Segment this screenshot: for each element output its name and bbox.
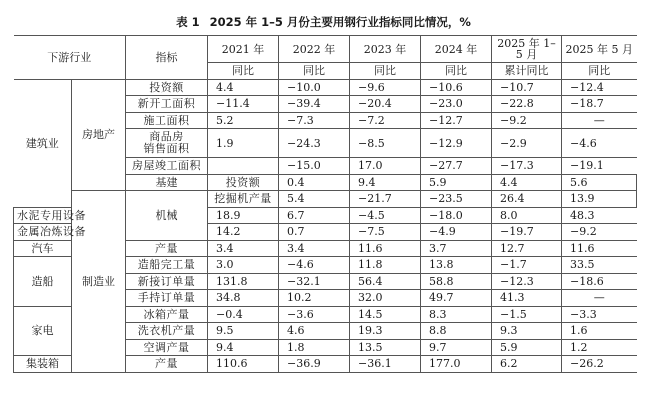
sales-area-line2: 销售面积 — [143, 142, 190, 155]
value-cell: −9.2 — [492, 112, 562, 129]
indicator-cell: 新接订单量 — [126, 273, 208, 290]
indicator-cell: 投资额 — [126, 79, 208, 96]
header-sub: 同比 — [562, 63, 637, 80]
value-cell: −2.9 — [492, 129, 562, 158]
value-cell: −22.8 — [492, 96, 562, 113]
indicator-cell: 冰箱产量 — [126, 306, 208, 323]
value-cell: 48.3 — [562, 207, 637, 224]
value-cell: 6.7 — [279, 207, 350, 224]
value-cell: — — [562, 112, 637, 129]
value-cell: −7.3 — [279, 112, 350, 129]
group-construction: 建筑业 — [14, 79, 72, 207]
header-year-2022: 2022 年 — [279, 36, 350, 63]
value-cell: 5.9 — [492, 339, 562, 356]
header-sub: 同比 — [279, 63, 350, 80]
value-cell: −7.2 — [350, 112, 421, 129]
value-cell: −4.9 — [421, 224, 492, 241]
indicator-cell: 房屋竣工面积 — [126, 158, 208, 175]
value-cell: 34.8 — [208, 290, 279, 307]
value-cell: 1.8 — [279, 339, 350, 356]
value-cell: 41.3 — [492, 290, 562, 307]
value-cell: 110.6 — [208, 356, 279, 373]
value-cell: 11.8 — [350, 257, 421, 274]
value-cell: 33.5 — [562, 257, 637, 274]
value-cell: 5.2 — [208, 112, 279, 129]
value-cell: −1.7 — [492, 257, 562, 274]
value-cell: 58.8 — [421, 273, 492, 290]
value-cell: 8.0 — [492, 207, 562, 224]
value-cell: −0.4 — [208, 306, 279, 323]
group-shipbuilding: 造船 — [14, 257, 72, 307]
value-cell: −10.0 — [279, 79, 350, 96]
header-sub: 同比 — [421, 63, 492, 80]
value-cell: −12.9 — [421, 129, 492, 158]
value-cell: 1.9 — [208, 129, 279, 158]
value-cell: 1.2 — [562, 339, 637, 356]
value-cell: −18.6 — [562, 273, 637, 290]
value-cell: −9.6 — [350, 79, 421, 96]
value-cell: −9.2 — [562, 224, 637, 241]
group-auto: 汽车 — [14, 240, 72, 257]
value-cell: −8.5 — [350, 129, 421, 158]
header-row-1 — [14, 36, 637, 63]
indicator-cell: 产量 — [126, 356, 208, 373]
value-cell: 9.4 — [350, 174, 421, 191]
header-year-2024: 2024 年 — [421, 36, 492, 63]
value-cell — [208, 158, 279, 175]
group-infrastructure: 基建 — [126, 174, 208, 191]
value-cell: −21.7 — [350, 191, 421, 208]
table-title — [0, 15, 647, 29]
value-cell: −26.2 — [562, 356, 637, 373]
value-cell: 17.0 — [350, 158, 421, 175]
value-cell: −36.9 — [279, 356, 350, 373]
value-cell: 5.4 — [279, 191, 350, 208]
value-cell: 5.9 — [421, 174, 492, 191]
value-cell: −4.5 — [350, 207, 421, 224]
value-cell: 8.3 — [421, 306, 492, 323]
indicator-cell: 金属冶炼设备 — [14, 224, 72, 241]
value-cell: −19.1 — [562, 158, 637, 175]
value-cell: 11.6 — [350, 240, 421, 257]
value-cell: −3.6 — [279, 306, 350, 323]
header-year-2023: 2023 年 — [350, 36, 421, 63]
value-cell: 13.8 — [421, 257, 492, 274]
value-cell: 19.3 — [350, 323, 421, 340]
header-indicator: 指标 — [126, 36, 208, 80]
group-container: 集装箱 — [14, 356, 72, 373]
value-cell: −27.7 — [421, 158, 492, 175]
header-2025-may: 2025 年 5 月 — [562, 36, 637, 63]
value-cell: −36.1 — [350, 356, 421, 373]
indicator-cell: 挖掘机产量 — [208, 191, 279, 208]
header-sub: 同比 — [208, 63, 279, 80]
steel-industry-table — [13, 35, 637, 373]
table-number: 表 1 — [176, 15, 200, 29]
value-cell: −19.7 — [492, 224, 562, 241]
header-industry: 下游行业 — [14, 36, 126, 80]
table-row — [14, 191, 637, 208]
value-cell: 13.5 — [350, 339, 421, 356]
value-cell: −4.6 — [279, 257, 350, 274]
value-cell: 9.7 — [421, 339, 492, 356]
value-cell: 0.4 — [279, 174, 350, 191]
value-cell: 9.4 — [208, 339, 279, 356]
value-cell: −11.4 — [208, 96, 279, 113]
value-cell: 8.8 — [421, 323, 492, 340]
value-cell: 4.4 — [208, 79, 279, 96]
indicator-cell: 水泥专用设备 — [14, 207, 72, 224]
indicator-cell: 投资额 — [208, 174, 279, 191]
value-cell: 6.2 — [492, 356, 562, 373]
group-machinery: 机械 — [126, 191, 208, 241]
value-cell: 11.6 — [562, 240, 637, 257]
value-cell: 1.6 — [562, 323, 637, 340]
indicator-cell: 造船完工量 — [126, 257, 208, 274]
indicator-cell: 产量 — [126, 240, 208, 257]
value-cell: 12.7 — [492, 240, 562, 257]
value-cell: 3.4 — [208, 240, 279, 257]
sales-area-line1: 商品房 — [149, 130, 184, 143]
value-cell: −18.7 — [562, 96, 637, 113]
value-cell: 9.3 — [492, 323, 562, 340]
header-year-2021: 2021 年 — [208, 36, 279, 63]
value-cell: 4.6 — [279, 323, 350, 340]
value-cell: 14.5 — [350, 306, 421, 323]
value-cell: −18.0 — [421, 207, 492, 224]
value-cell: −24.3 — [279, 129, 350, 158]
indicator-cell: 施工面积 — [126, 112, 208, 129]
value-cell: 10.2 — [279, 290, 350, 307]
indicator-cell: 手持订单量 — [126, 290, 208, 307]
value-cell: −10.6 — [421, 79, 492, 96]
value-cell: — — [562, 290, 637, 307]
value-cell: −23.5 — [421, 191, 492, 208]
value-cell: −12.7 — [421, 112, 492, 129]
value-cell: 32.0 — [350, 290, 421, 307]
value-cell: 0.7 — [279, 224, 350, 241]
header-sub: 同比 — [350, 63, 421, 80]
group-manufacturing: 制造业 — [72, 191, 126, 373]
value-cell: 177.0 — [421, 356, 492, 373]
value-cell: −12.4 — [562, 79, 637, 96]
value-cell: 4.4 — [492, 174, 562, 191]
value-cell: 18.9 — [208, 207, 279, 224]
value-cell: −23.0 — [421, 96, 492, 113]
indicator-cell: 新开工面积 — [126, 96, 208, 113]
value-cell: −4.6 — [562, 129, 637, 158]
value-cell: 14.2 — [208, 224, 279, 241]
group-real-estate: 房地产 — [72, 79, 126, 191]
value-cell: −7.5 — [350, 224, 421, 241]
value-cell: −39.4 — [279, 96, 350, 113]
value-cell: −20.4 — [350, 96, 421, 113]
value-cell: 5.6 — [562, 174, 637, 191]
value-cell: 9.5 — [208, 323, 279, 340]
value-cell: 26.4 — [492, 191, 562, 208]
value-cell: 13.9 — [562, 191, 637, 208]
group-appliances: 家电 — [14, 306, 72, 356]
header-2025-jan-may: 2025 年 1–5 月 — [492, 36, 562, 63]
value-cell: −17.3 — [492, 158, 562, 175]
table-row — [14, 79, 637, 96]
value-cell: 131.8 — [208, 273, 279, 290]
value-cell: −3.3 — [562, 306, 637, 323]
value-cell: −12.3 — [492, 273, 562, 290]
indicator-cell: 洗衣机产量 — [126, 323, 208, 340]
header-sub: 累计同比 — [492, 63, 562, 80]
table-caption: 2025 年 1–5 月份主要用钢行业指标同比情况，% — [209, 15, 471, 29]
value-cell: −32.1 — [279, 273, 350, 290]
value-cell: 3.7 — [421, 240, 492, 257]
value-cell: 56.4 — [350, 273, 421, 290]
value-cell: −1.5 — [492, 306, 562, 323]
value-cell: 3.4 — [279, 240, 350, 257]
value-cell: −10.7 — [492, 79, 562, 96]
value-cell: 3.0 — [208, 257, 279, 274]
indicator-cell-sales-area — [126, 129, 208, 158]
value-cell: 49.7 — [421, 290, 492, 307]
indicator-cell: 空调产量 — [126, 339, 208, 356]
value-cell: −15.0 — [279, 158, 350, 175]
